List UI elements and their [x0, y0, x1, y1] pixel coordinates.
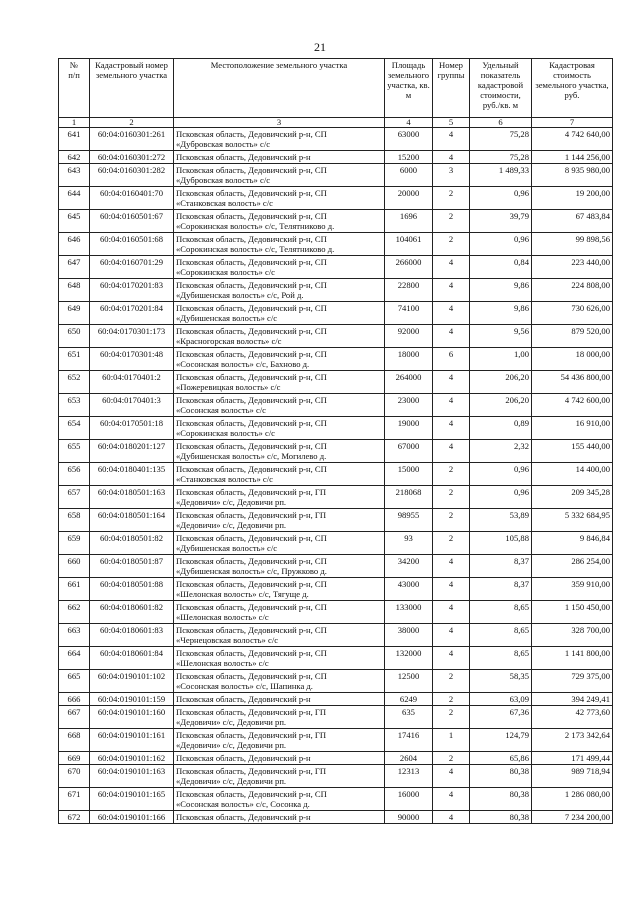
cadastral-number-cell: 60:04:0180501:163: [90, 486, 174, 509]
cadastral-cost-cell: 99 898,56: [532, 233, 613, 256]
cadastral-cost-cell: 54 436 800,00: [532, 371, 613, 394]
specific-value-cell: 2,32: [470, 440, 532, 463]
group-number-cell: 4: [433, 555, 470, 578]
row-number-cell: 651: [59, 348, 90, 371]
cadastral-number-cell: 60:04:0160701:29: [90, 256, 174, 279]
table-row: [59, 532, 613, 555]
location-cell: Псковская область, Дедовичский р-н, СП «Дубишенская волость» с/с, Могилево д.: [174, 440, 385, 463]
group-number-cell: 2: [433, 187, 470, 210]
table-row: [59, 729, 613, 752]
row-number-cell: 662: [59, 601, 90, 624]
cadastral-number-cell: 60:04:0160501:67: [90, 210, 174, 233]
location-cell: Псковская область, Дедовичский р-н, СП «Дубишенская волость» с/с: [174, 302, 385, 325]
group-number-cell: 1: [433, 729, 470, 752]
row-number-cell: 657: [59, 486, 90, 509]
cadastral-number-cell: 60:04:0170401:3: [90, 394, 174, 417]
specific-value-cell: 9,86: [470, 279, 532, 302]
cadastral-cost-cell: 1 286 080,00: [532, 788, 613, 811]
table-row: [59, 279, 613, 302]
table-row: [59, 670, 613, 693]
header-cadastral-number: Кадастровый номер земельного участка: [90, 59, 174, 118]
table-row: [59, 693, 613, 706]
group-number-cell: 4: [433, 128, 470, 151]
specific-value-cell: 0,89: [470, 417, 532, 440]
column-number: 7: [532, 118, 613, 128]
group-number-cell: 4: [433, 302, 470, 325]
table-row: [59, 578, 613, 601]
table-row: [59, 624, 613, 647]
page-number: 21: [314, 40, 326, 54]
cadastral-cost-cell: 879 520,00: [532, 325, 613, 348]
row-number-cell: 653: [59, 394, 90, 417]
group-number-cell: 4: [433, 371, 470, 394]
row-number-cell: 645: [59, 210, 90, 233]
location-cell: Псковская область, Дедовичский р-н, ГП «Дедовичи» с/с, Дедовичи рп.: [174, 729, 385, 752]
group-number-cell: 2: [433, 486, 470, 509]
specific-value-cell: 80,38: [470, 811, 532, 824]
header-area: Площадь земельного участка, кв. м: [385, 59, 433, 118]
row-number-cell: 643: [59, 164, 90, 187]
group-number-cell: 4: [433, 624, 470, 647]
location-cell: Псковская область, Дедовичский р-н, СП «Сорокинская волость» с/с: [174, 417, 385, 440]
cadastral-number-cell: 60:04:0180501:88: [90, 578, 174, 601]
cadastral-number-cell: 60:04:0180601:82: [90, 601, 174, 624]
location-cell: Псковская область, Дедовичский р-н, СП «Станковская волость» с/с: [174, 463, 385, 486]
row-number-cell: 668: [59, 729, 90, 752]
cadastral-value-table: [58, 58, 613, 824]
area-cell: 74100: [385, 302, 433, 325]
location-cell: Псковская область, Дедовичский р-н: [174, 693, 385, 706]
cadastral-number-cell: 60:04:0160301:282: [90, 164, 174, 187]
group-number-cell: 4: [433, 256, 470, 279]
cadastral-cost-cell: 18 000,00: [532, 348, 613, 371]
table-row: [59, 233, 613, 256]
group-number-cell: 4: [433, 578, 470, 601]
specific-value-cell: 8,65: [470, 601, 532, 624]
cadastral-cost-cell: 4 742 600,00: [532, 394, 613, 417]
group-number-cell: 4: [433, 788, 470, 811]
area-cell: 133000: [385, 601, 433, 624]
specific-value-cell: 58,35: [470, 670, 532, 693]
cadastral-cost-cell: 14 400,00: [532, 463, 613, 486]
group-number-cell: 4: [433, 417, 470, 440]
area-cell: 132000: [385, 647, 433, 670]
area-cell: 17416: [385, 729, 433, 752]
group-number-cell: 2: [433, 509, 470, 532]
area-cell: 20000: [385, 187, 433, 210]
cadastral-cost-cell: 224 808,00: [532, 279, 613, 302]
group-number-cell: 2: [433, 706, 470, 729]
specific-value-cell: 39,79: [470, 210, 532, 233]
column-number-row: [59, 118, 613, 128]
row-number-cell: 660: [59, 555, 90, 578]
cadastral-number-cell: 60:04:0180601:84: [90, 647, 174, 670]
specific-value-cell: 67,36: [470, 706, 532, 729]
cadastral-number-cell: 60:04:0170301:173: [90, 325, 174, 348]
row-number-cell: 644: [59, 187, 90, 210]
area-cell: 15000: [385, 463, 433, 486]
cadastral-cost-cell: 209 345,28: [532, 486, 613, 509]
group-number-cell: 4: [433, 325, 470, 348]
specific-value-cell: 9,56: [470, 325, 532, 348]
column-number: 4: [385, 118, 433, 128]
cadastral-cost-cell: 171 499,44: [532, 752, 613, 765]
table-row: [59, 601, 613, 624]
cadastral-number-cell: 60:04:0190101:160: [90, 706, 174, 729]
location-cell: Псковская область, Дедовичский р-н, СП «Сорокинская волость» с/с, Телятниково д.: [174, 233, 385, 256]
cadastral-cost-cell: 328 700,00: [532, 624, 613, 647]
table-row: [59, 325, 613, 348]
cadastral-number-cell: 60:04:0190101:162: [90, 752, 174, 765]
cadastral-number-cell: 60:04:0160301:272: [90, 151, 174, 164]
row-number-cell: 669: [59, 752, 90, 765]
area-cell: 218068: [385, 486, 433, 509]
area-cell: 43000: [385, 578, 433, 601]
area-cell: 90000: [385, 811, 433, 824]
cadastral-cost-cell: 4 742 640,00: [532, 128, 613, 151]
table-row: [59, 164, 613, 187]
specific-value-cell: 53,89: [470, 509, 532, 532]
specific-value-cell: 1,00: [470, 348, 532, 371]
cadastral-number-cell: 60:04:0190101:159: [90, 693, 174, 706]
table-row: [59, 765, 613, 788]
area-cell: 635: [385, 706, 433, 729]
table-header-row: [59, 59, 613, 118]
group-number-cell: 4: [433, 151, 470, 164]
cadastral-cost-cell: 7 234 200,00: [532, 811, 613, 824]
table-row: [59, 128, 613, 151]
group-number-cell: 2: [433, 532, 470, 555]
location-cell: Псковская область, Дедовичский р-н, СП «Дубишенская волость» с/с, Пружково д.: [174, 555, 385, 578]
cadastral-cost-cell: 1 144 256,00: [532, 151, 613, 164]
cadastral-number-cell: 60:04:0190101:102: [90, 670, 174, 693]
cadastral-cost-cell: 2 173 342,64: [532, 729, 613, 752]
area-cell: 6000: [385, 164, 433, 187]
row-number-cell: 654: [59, 417, 90, 440]
row-number-cell: 667: [59, 706, 90, 729]
group-number-cell: 2: [433, 210, 470, 233]
location-cell: Псковская область, Дедовичский р-н, ГП «Дедовичи» с/с, Дедовичи рп.: [174, 765, 385, 788]
specific-value-cell: 0,84: [470, 256, 532, 279]
area-cell: 34200: [385, 555, 433, 578]
location-cell: Псковская область, Дедовичский р-н, ГП «Дедовичи» с/с, Дедовичи рп.: [174, 509, 385, 532]
area-cell: 16000: [385, 788, 433, 811]
row-number-cell: 664: [59, 647, 90, 670]
cadastral-cost-cell: 155 440,00: [532, 440, 613, 463]
group-number-cell: 2: [433, 463, 470, 486]
group-number-cell: 4: [433, 440, 470, 463]
location-cell: Псковская область, Дедовичский р-н, СП «Сорокинская волость» с/с: [174, 256, 385, 279]
cadastral-number-cell: 60:04:0180201:127: [90, 440, 174, 463]
group-number-cell: 4: [433, 765, 470, 788]
area-cell: 22800: [385, 279, 433, 302]
table-body: [59, 128, 613, 824]
group-number-cell: 4: [433, 279, 470, 302]
location-cell: Псковская область, Дедовичский р-н, СП «Дубишенская волость» с/с, Рой д.: [174, 279, 385, 302]
table-row: [59, 463, 613, 486]
cadastral-cost-cell: 989 718,94: [532, 765, 613, 788]
location-cell: Псковская область, Дедовичский р-н, СП «Чернецовская волость» с/с: [174, 624, 385, 647]
location-cell: Псковская область, Дедовичский р-н, СП «Дубишенская волость» с/с: [174, 532, 385, 555]
area-cell: 6249: [385, 693, 433, 706]
table-row: [59, 811, 613, 824]
specific-value-cell: 65,86: [470, 752, 532, 765]
row-number-cell: 658: [59, 509, 90, 532]
row-number-cell: 666: [59, 693, 90, 706]
area-cell: 19000: [385, 417, 433, 440]
area-cell: 63000: [385, 128, 433, 151]
specific-value-cell: 8,65: [470, 624, 532, 647]
area-cell: 12313: [385, 765, 433, 788]
specific-value-cell: 1 489,33: [470, 164, 532, 187]
cadastral-cost-cell: 223 440,00: [532, 256, 613, 279]
cadastral-cost-cell: 730 626,00: [532, 302, 613, 325]
location-cell: Псковская область, Дедовичский р-н, СП «Сосонская волость» с/с, Сосонка д.: [174, 788, 385, 811]
row-number-cell: 641: [59, 128, 90, 151]
cadastral-number-cell: 60:04:0190101:161: [90, 729, 174, 752]
header-group: Номер группы: [433, 59, 470, 118]
location-cell: Псковская область, Дедовичский р-н, СП «Шелонская волость» с/с: [174, 647, 385, 670]
area-cell: 1696: [385, 210, 433, 233]
cadastral-number-cell: 60:04:0170501:18: [90, 417, 174, 440]
cadastral-cost-cell: 67 483,84: [532, 210, 613, 233]
specific-value-cell: 75,28: [470, 151, 532, 164]
location-cell: Псковская область, Дедовичский р-н, ГП «Дедовичи» с/с, Дедовичи рп.: [174, 706, 385, 729]
cadastral-number-cell: 60:04:0180401:135: [90, 463, 174, 486]
cadastral-number-cell: 60:04:0190101:165: [90, 788, 174, 811]
cadastral-number-cell: 60:04:0180501:82: [90, 532, 174, 555]
row-number-cell: 655: [59, 440, 90, 463]
row-number-cell: 665: [59, 670, 90, 693]
area-cell: 93: [385, 532, 433, 555]
group-number-cell: 3: [433, 164, 470, 187]
area-cell: 2604: [385, 752, 433, 765]
location-cell: Псковская область, Дедовичский р-н, СП «Шелонская волость» с/с: [174, 601, 385, 624]
cadastral-cost-cell: 359 910,00: [532, 578, 613, 601]
location-cell: Псковская область, Дедовичский р-н, СП «Шелонская волость» с/с, Тягуще д.: [174, 578, 385, 601]
location-cell: Псковская область, Дедовичский р-н: [174, 811, 385, 824]
row-number-cell: 670: [59, 765, 90, 788]
cadastral-cost-cell: 1 141 800,00: [532, 647, 613, 670]
header-specific-value: Удельный показатель кадастровой стоимости, руб./кв. м: [470, 59, 532, 118]
row-number-cell: 672: [59, 811, 90, 824]
group-number-cell: 2: [433, 693, 470, 706]
cadastral-number-cell: 60:04:0190101:163: [90, 765, 174, 788]
specific-value-cell: 206,20: [470, 394, 532, 417]
table-row: [59, 371, 613, 394]
cadastral-cost-cell: 19 200,00: [532, 187, 613, 210]
column-number: 1: [59, 118, 90, 128]
specific-value-cell: 8,65: [470, 647, 532, 670]
cadastral-number-cell: 60:04:0180501:87: [90, 555, 174, 578]
location-cell: Псковская область, Дедовичский р-н, СП «Станковская волость» с/с: [174, 187, 385, 210]
table-row: [59, 486, 613, 509]
area-cell: 38000: [385, 624, 433, 647]
location-cell: Псковская область, Дедовичский р-н: [174, 752, 385, 765]
table-row: [59, 348, 613, 371]
specific-value-cell: 0,96: [470, 486, 532, 509]
group-number-cell: 4: [433, 601, 470, 624]
specific-value-cell: 124,79: [470, 729, 532, 752]
area-cell: 266000: [385, 256, 433, 279]
cadastral-cost-cell: 394 249,41: [532, 693, 613, 706]
column-number: 3: [174, 118, 385, 128]
area-cell: 264000: [385, 371, 433, 394]
table-row: [59, 509, 613, 532]
location-cell: Псковская область, Дедовичский р-н, СП «Пожеревицкая волость» с/с: [174, 371, 385, 394]
location-cell: Псковская область, Дедовичский р-н, СП «Сосонская волость» с/с, Шапинка д.: [174, 670, 385, 693]
cadastral-cost-cell: 8 935 980,00: [532, 164, 613, 187]
table-row: [59, 440, 613, 463]
row-number-cell: 661: [59, 578, 90, 601]
table-row: [59, 788, 613, 811]
row-number-cell: 671: [59, 788, 90, 811]
row-number-cell: 652: [59, 371, 90, 394]
cadastral-number-cell: 60:04:0160501:68: [90, 233, 174, 256]
cadastral-number-cell: 60:04:0170201:83: [90, 279, 174, 302]
table-row: [59, 555, 613, 578]
row-number-cell: 649: [59, 302, 90, 325]
cadastral-cost-cell: 16 910,00: [532, 417, 613, 440]
location-cell: Псковская область, Дедовичский р-н, СП «Дубровская волость» с/с: [174, 128, 385, 151]
cadastral-number-cell: 60:04:0170201:84: [90, 302, 174, 325]
row-number-cell: 646: [59, 233, 90, 256]
table-row: [59, 256, 613, 279]
specific-value-cell: 105,88: [470, 532, 532, 555]
specific-value-cell: 9,86: [470, 302, 532, 325]
row-number-cell: 647: [59, 256, 90, 279]
cadastral-cost-cell: 286 254,00: [532, 555, 613, 578]
table-row: [59, 417, 613, 440]
row-number-cell: 659: [59, 532, 90, 555]
row-number-cell: 648: [59, 279, 90, 302]
cadastral-cost-cell: 1 150 450,00: [532, 601, 613, 624]
header-location: Местоположение земельного участка: [174, 59, 385, 118]
header-cadastral-cost: Кадастровая стоимость земельного участка, руб.: [532, 59, 613, 118]
cadastral-cost-cell: 9 846,84: [532, 532, 613, 555]
column-number: 2: [90, 118, 174, 128]
row-number-cell: 663: [59, 624, 90, 647]
row-number-cell: 650: [59, 325, 90, 348]
area-cell: 67000: [385, 440, 433, 463]
location-cell: Псковская область, Дедовичский р-н, ГП «Дедовичи» с/с, Дедовичи рп.: [174, 486, 385, 509]
cadastral-cost-cell: 5 332 684,95: [532, 509, 613, 532]
specific-value-cell: 0,96: [470, 187, 532, 210]
cadastral-number-cell: 60:04:0190101:166: [90, 811, 174, 824]
specific-value-cell: 80,38: [470, 788, 532, 811]
table-row: [59, 647, 613, 670]
group-number-cell: 4: [433, 811, 470, 824]
location-cell: Псковская область, Дедовичский р-н, СП «Сосонская волость» с/с: [174, 394, 385, 417]
area-cell: 98955: [385, 509, 433, 532]
group-number-cell: 2: [433, 752, 470, 765]
location-cell: Псковская область, Дедовичский р-н, СП «Красногорская волость» с/с: [174, 325, 385, 348]
row-number-cell: 642: [59, 151, 90, 164]
cadastral-number-cell: 60:04:0170401:2: [90, 371, 174, 394]
table-row: [59, 210, 613, 233]
column-number: 5: [433, 118, 470, 128]
specific-value-cell: 75,28: [470, 128, 532, 151]
area-cell: 15200: [385, 151, 433, 164]
column-number: 6: [470, 118, 532, 128]
specific-value-cell: 0,96: [470, 463, 532, 486]
table-row: [59, 752, 613, 765]
location-cell: Псковская область, Дедовичский р-н, СП «Сорокинская волость» с/с, Телятниково д.: [174, 210, 385, 233]
area-cell: 18000: [385, 348, 433, 371]
row-number-cell: 656: [59, 463, 90, 486]
group-number-cell: 4: [433, 647, 470, 670]
table-row: [59, 394, 613, 417]
cadastral-number-cell: 60:04:0160401:70: [90, 187, 174, 210]
cadastral-number-cell: 60:04:0170301:48: [90, 348, 174, 371]
cadastral-cost-cell: 42 773,60: [532, 706, 613, 729]
table-row: [59, 151, 613, 164]
group-number-cell: 2: [433, 670, 470, 693]
table-row: [59, 302, 613, 325]
specific-value-cell: 206,20: [470, 371, 532, 394]
group-number-cell: 4: [433, 394, 470, 417]
cadastral-number-cell: 60:04:0180601:83: [90, 624, 174, 647]
group-number-cell: 2: [433, 233, 470, 256]
cadastral-number-cell: 60:04:0180501:164: [90, 509, 174, 532]
table-row: [59, 187, 613, 210]
specific-value-cell: 63,09: [470, 693, 532, 706]
cadastral-number-cell: 60:04:0160301:261: [90, 128, 174, 151]
area-cell: 23000: [385, 394, 433, 417]
specific-value-cell: 8,37: [470, 555, 532, 578]
specific-value-cell: 8,37: [470, 578, 532, 601]
table-row: [59, 706, 613, 729]
header-no: № п/п: [59, 59, 90, 118]
area-cell: 104061: [385, 233, 433, 256]
location-cell: Псковская область, Дедовичский р-н, СП «Сосонская волость» с/с, Бахново д.: [174, 348, 385, 371]
location-cell: Псковская область, Дедовичский р-н: [174, 151, 385, 164]
area-cell: 12500: [385, 670, 433, 693]
group-number-cell: 6: [433, 348, 470, 371]
specific-value-cell: 80,38: [470, 765, 532, 788]
cadastral-cost-cell: 729 375,00: [532, 670, 613, 693]
specific-value-cell: 0,96: [470, 233, 532, 256]
location-cell: Псковская область, Дедовичский р-н, СП «Дубровская волость» с/с: [174, 164, 385, 187]
area-cell: 92000: [385, 325, 433, 348]
